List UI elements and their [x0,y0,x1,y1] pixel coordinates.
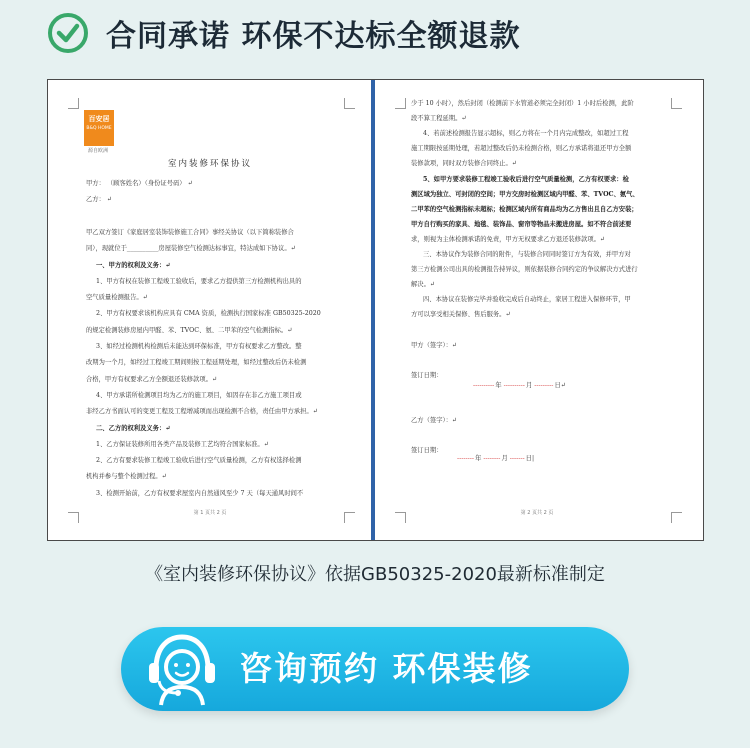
company-logo [84,110,114,146]
date-line-2: - - - - - - - - 年 - - - - - - - - 月 - - - - - - - 日| [457,455,535,462]
document-line: 签订日期： [411,371,443,379]
document-line: 同），现就位于__________房屋装修空气检测达标事宜，特达成如下协议。↵ [86,245,296,253]
document-line: 3、检测开始前，乙方有权要求屋室内自然通风至少 7 天（每天通风时间不 [96,489,304,497]
document-line: 甲方自行购买的家具、地毯、装饰品、窗帘等物品未搬进房屋。如不符合前述要 [411,220,632,228]
document-line: 4、若前述检测报告显示超标，则乙方将在一个月内完成整改，如超过工程 [423,130,629,138]
headset-avatar-icon [143,631,221,707]
page-corner-mark [395,98,406,109]
document-line: 乙方（签字）：↵ [411,417,458,425]
document-line: 签订日期： [411,447,443,455]
logo-tagline: 源自欧洲 [87,148,108,154]
document-line: 三、本协议作为装修合同的附件，与装修合同同时签订方为有效，并甲方对 [423,251,631,258]
consult-button[interactable] [121,627,629,711]
document-line: 解决。↵ [411,281,436,289]
document-line: 一、甲方的权利及义务：↵ [96,261,171,269]
document-line: 合格，甲方有权要求乙方全额退还装修款项。↵ [86,375,218,383]
document-line: 第三方检测公司出具的检测报告持异议，则依据装修合同约定的争议解决方式进行 [411,266,638,274]
document-line: 乙方： ↵ [86,196,113,204]
document-line: 测区域为独立、可封闭的空间；甲方交房时检测区域内甲醛、苯、TVOC、氨气、 [411,190,639,198]
document-line: 二甲苯的空气检测指标未超标；检测区域内所有商品均为乙方售出且自乙方安装； [411,205,638,213]
document-preview [47,79,704,541]
page-number: 第 2 页共 2 页 [520,510,554,516]
document-line: 施工期限按延期处理，若超过整改后仍未检测合格，则乙方承诺将退还甲方全额 [411,145,632,153]
page-corner-mark [68,98,79,109]
document-line: 二、乙方的权利及义务：↵ [96,424,171,432]
page-corner-mark [671,98,682,109]
logo-english: B&Q HOME [86,126,112,131]
document-line: 四、本协议在装修完毕并验收完成后自动终止，家居工程进入保修环节，甲 [423,296,631,304]
document-line: 2、甲方有权要求该机构应具有 CMA 资质，检测执行国家标准 GB50325-2020 [96,310,321,318]
logo-name: 百安居 [88,115,110,123]
caption: 《室内装修环保协议》依据GB50325-2020最新标准制定 [145,564,605,585]
document-line: 机构并参与整个检测过程。↵ [86,473,167,481]
date-line-1: - - - - - - - - - - 年 - - - - - - - - - - 月 - - - - - - - - - 日↵ [473,382,567,389]
document-line: 甲乙双方签订《家庭居室装饰装修施工合同》事经关协议（以下简称装修合 [86,228,294,236]
document-line: 1、甲方有权在装修工程竣工验收后，要求乙方提供第三方检测机构出具的 [96,277,302,285]
document-line: 空气质量检测报告。↵ [86,294,148,302]
document-line: 少于 10 小时），然后封闭（检测前下水管道必须完全封闭）1 小时后检测，此阶 [411,100,634,107]
document-line: 段不算工程延期。↵ [411,115,467,123]
page-number: 第 1 页共 2 页 [193,510,227,516]
document-line: 4、甲方承诺所检测项目均为乙方的施工项目，如因存在非乙方施工项目或 [96,391,302,399]
document-line: 非经乙方书面认可的变更工程及工程增减项而出现检测不合格，责任由甲方承担。↵ [86,408,318,416]
document-line: 方可以享受相关保修、售后服务。↵ [411,311,511,319]
document-line: 3、如经过检测机构检测后未能达到环保标准，甲方有权要求乙方整改。整 [96,343,302,350]
document-line: 求，则视为主体检测承诺的免责，甲方无权要求乙方退还装修款项。↵ [411,235,606,243]
document-line: 改期为一个月，如经过工程竣工期间则按工程延期处理，如经过整改后仍未检测 [86,359,307,367]
document-page-1 [48,80,372,540]
header-title: 合同承诺 环保不达标全额退款 [106,19,521,54]
document-line: 甲方： （顾客姓名）（身份证号码） ↵ [86,180,193,187]
header [48,10,520,56]
document-line: 5、如甲方要求装修工程竣工验收后进行空气质量检测，乙方有权要求：检 [423,175,629,183]
document-line: 2、乙方有要求装修工程竣工验收后进行空气质量检测，乙方有权选择检测 [96,457,302,465]
document-line: 的规定检测装修房屋内甲醛、苯、TVOC、氨、二甲苯的空气检测指标。↵ [86,326,293,334]
check-circle-icon [48,13,88,53]
document-line: 甲方（签字）：↵ [411,341,458,349]
document-line: 装修款项，同时双方装修合同终止。↵ [411,160,518,168]
document-title: 室内装修环保协议 [167,159,252,169]
document-page-2 [375,80,699,540]
document-line: 1、乙方保证装修所用各类产品及装修工艺均符合国家标准。↵ [96,440,270,448]
page-corner-mark [344,98,355,109]
consult-button-label: 咨询预约 环保装修 [239,649,533,688]
